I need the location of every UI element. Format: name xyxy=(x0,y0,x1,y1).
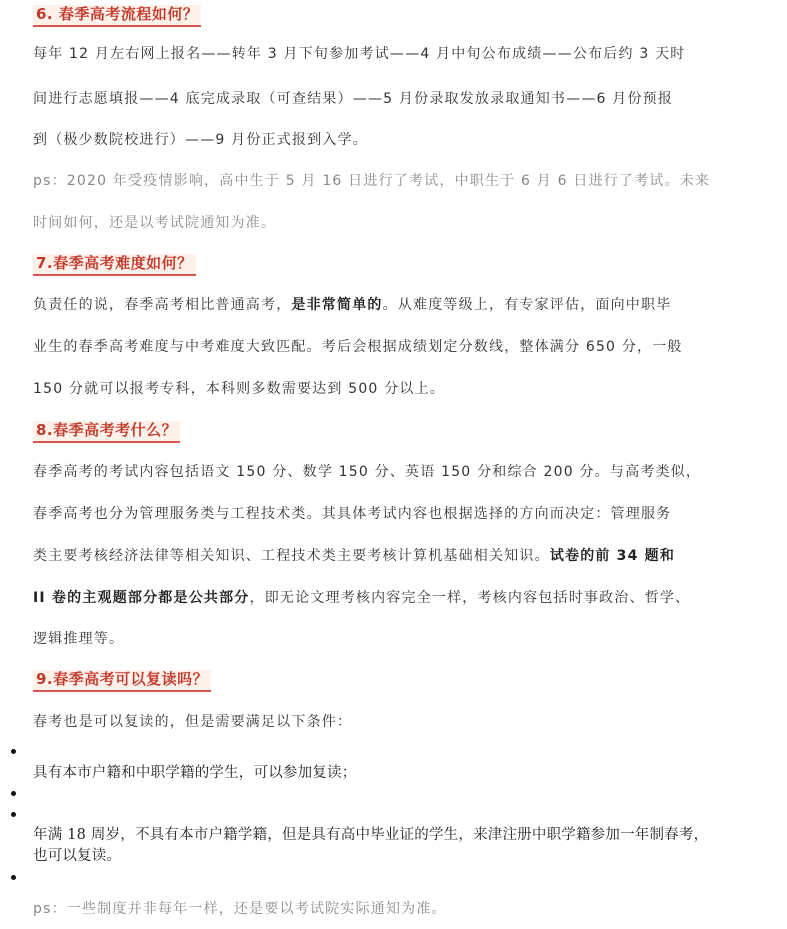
section-6-ps-line-2: 时间如何，还是以考试院通知为准。 xyxy=(33,215,277,231)
section-9-heading: 9.春季高考可以复读吗？ xyxy=(33,670,211,692)
section-7-line-1-text: 负责任的说，春季高考相比普通高考， xyxy=(33,297,292,313)
section-8-line-1: 春季高考的考试内容包括语文 150 分、数学 150 分、英语 150 分和综合 200 分。与高考类似， xyxy=(33,464,702,480)
section-8-heading: 8.春季高考考什么？ xyxy=(33,421,180,443)
condition-1: 具有本市户籍和中职学籍的学生，可以参加复读； xyxy=(33,765,357,781)
section-8-emphasis-2: II 卷的主观题部分都是公共部分 xyxy=(33,590,250,606)
section-7-line-2: 业生的春季高考难度与中考难度大致匹配。考后会根据成绩划定分数线，整体满分 650 分，一般 xyxy=(33,339,683,355)
section-7-emphasis: 是非常简单的 xyxy=(291,297,383,313)
section-7-line-3: 150 分就可以报考专科，本科则多数需要达到 500 分以上。 xyxy=(33,381,445,397)
section-7-line-1 xyxy=(33,296,671,314)
section-6-line-2: 间进行志愿填报——4 底完成录取（可查结果）——5 月份录取发放录取通知书——6 月份预报 xyxy=(33,91,674,107)
section-8-line-2: 春季高考也分为管理服务类与工程技术类。其具体考试内容也根据选择的方向而决定：管理服务 xyxy=(33,506,672,522)
section-6-line-3: 到（极少数院校进行）——9 月份正式报到入学。 xyxy=(33,132,368,148)
section-8-emphasis-1: 试卷的前 34 题和 xyxy=(549,548,676,564)
bullet-point xyxy=(11,749,16,754)
section-6-heading: 6. 春季高考流程如何？ xyxy=(33,5,201,27)
section-8-line-5: 逻辑推理等。 xyxy=(33,631,125,647)
section-8-line-3-text: 类主要考核经济法律等相关知识、工程技术类主要考核计算机基础相关知识。 xyxy=(33,548,550,564)
bullet-point xyxy=(11,791,16,796)
condition-2-line-2: 也可以复读。 xyxy=(33,848,122,864)
bullet-point xyxy=(11,875,16,880)
section-8-line-4-rest: ，即无论文理考核内容完全一样，考核内容包括时事政治、哲学、 xyxy=(249,590,691,606)
section-6-ps-line-1: ps：2020 年受疫情影响，高中生于 5 月 16 日进行了考试，中职生于 6 月 6 日进行了考试。未来 xyxy=(33,173,711,189)
condition-2-line-1: 年满 18 周岁，不具有本市户籍学籍，但是具有高中毕业证的学生，来津注册中职学籍参加一年制春考， xyxy=(33,827,709,843)
bullet-point xyxy=(11,812,16,817)
section-9-intro: 春考也是可以复读的，但是需要满足以下条件： xyxy=(33,714,353,730)
section-8-line-3 xyxy=(33,547,675,565)
section-7-heading: 7.春季高考难度如何？ xyxy=(33,254,196,276)
section-8-line-4 xyxy=(33,589,690,607)
section-7-line-1-rest: 。从难度等级上，有专家评估，面向中职毕 xyxy=(382,297,672,313)
section-6-line-1: 每年 12 月左右网上报名——转年 3 月下旬参加考试——4 月中旬公布成绩——公布后约 3 天时 xyxy=(33,46,686,62)
section-9-ps: ps：一些制度并非每年一样，还是要以考试院实际通知为准。 xyxy=(33,901,447,917)
